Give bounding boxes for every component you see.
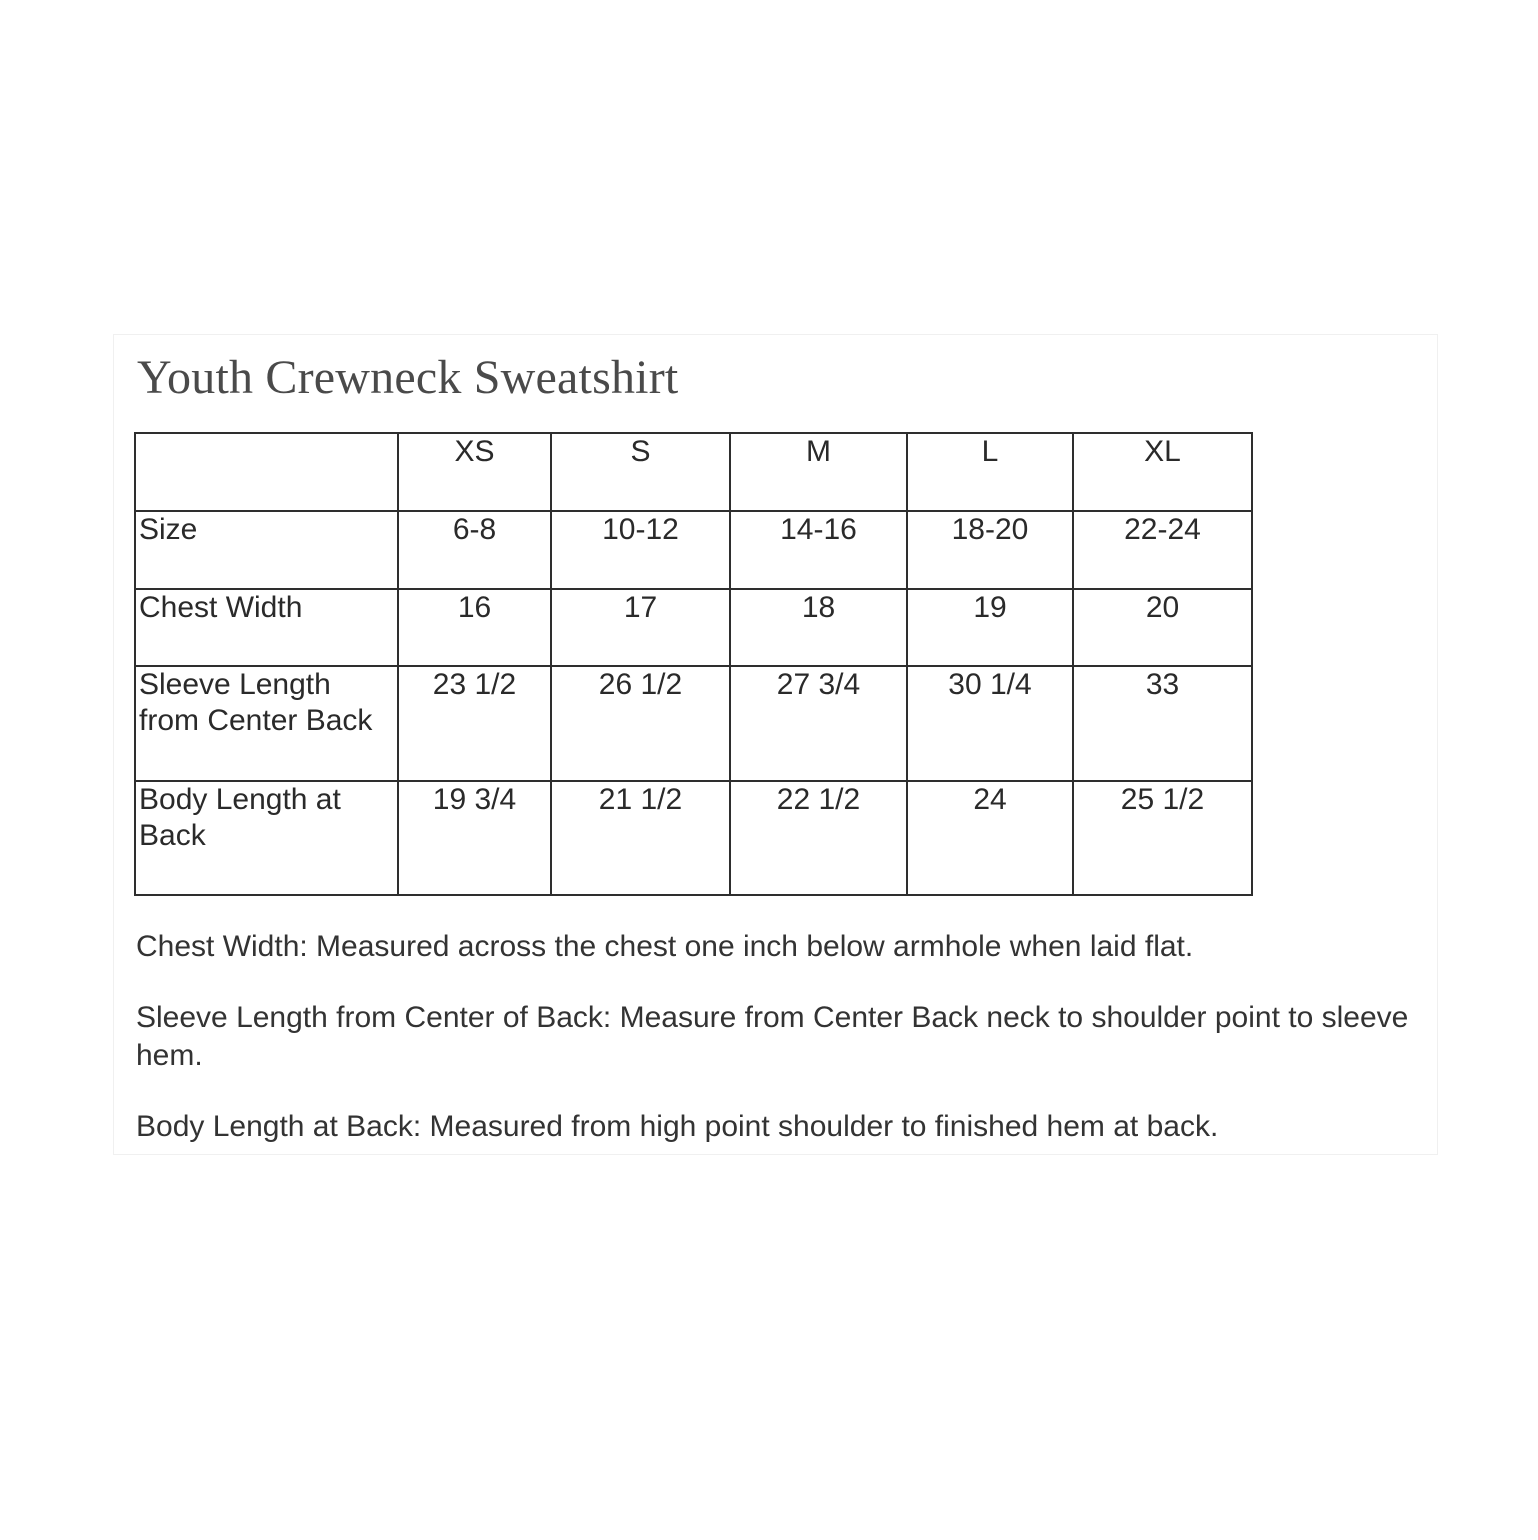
size-chart-table [134,432,1253,896]
table-cell: 24 [907,781,1073,895]
table-cell: 30 1/4 [907,666,1073,781]
table-header-row [135,433,1252,511]
table-row [135,511,1252,589]
table-cell: 18 [730,589,907,666]
table-cell: 16 [398,589,551,666]
table-cell: 19 3/4 [398,781,551,895]
header-cell-xs: XS [398,433,551,511]
header-cell-l: L [907,433,1073,511]
header-cell-empty [135,433,398,511]
table-cell: 33 [1073,666,1252,781]
table-cell: 18-20 [907,511,1073,589]
table-cell: 20 [1073,589,1252,666]
header-cell-xl: XL [1073,433,1252,511]
table-cell: 23 1/2 [398,666,551,781]
table-cell: 22-24 [1073,511,1252,589]
table-cell: 21 1/2 [551,781,730,895]
header-cell-s: S [551,433,730,511]
table-row [135,589,1252,666]
table-cell: 25 1/2 [1073,781,1252,895]
table-cell: 22 1/2 [730,781,907,895]
table-cell: 27 3/4 [730,666,907,781]
table-row [135,781,1252,895]
table-cell: 10-12 [551,511,730,589]
note-chest-width: Chest Width: Measured across the chest one inch below armhole when laid flat. [136,930,1194,963]
row-label: Chest Width [135,589,398,666]
table-cell: 19 [907,589,1073,666]
table-row [135,666,1252,781]
table-cell: 17 [551,589,730,666]
row-label: Body Length at Back [135,781,398,895]
header-cell-m: M [730,433,907,511]
note-sleeve-length: Sleeve Length from Center of Back: Measure from Center Back neck to shoulder point to sleeve hem. [136,1001,1409,1072]
chart-title: Youth Crewneck Sweatshirt [137,351,679,404]
row-label: Sleeve Length from Center Back [135,666,398,781]
table-cell: 6-8 [398,511,551,589]
table-cell: 14-16 [730,511,907,589]
row-label: Size [135,511,398,589]
measurement-notes [136,928,1426,1179]
table-cell: 26 1/2 [551,666,730,781]
note-body-length: Body Length at Back: Measured from high point shoulder to finished hem at back. [136,1110,1219,1143]
